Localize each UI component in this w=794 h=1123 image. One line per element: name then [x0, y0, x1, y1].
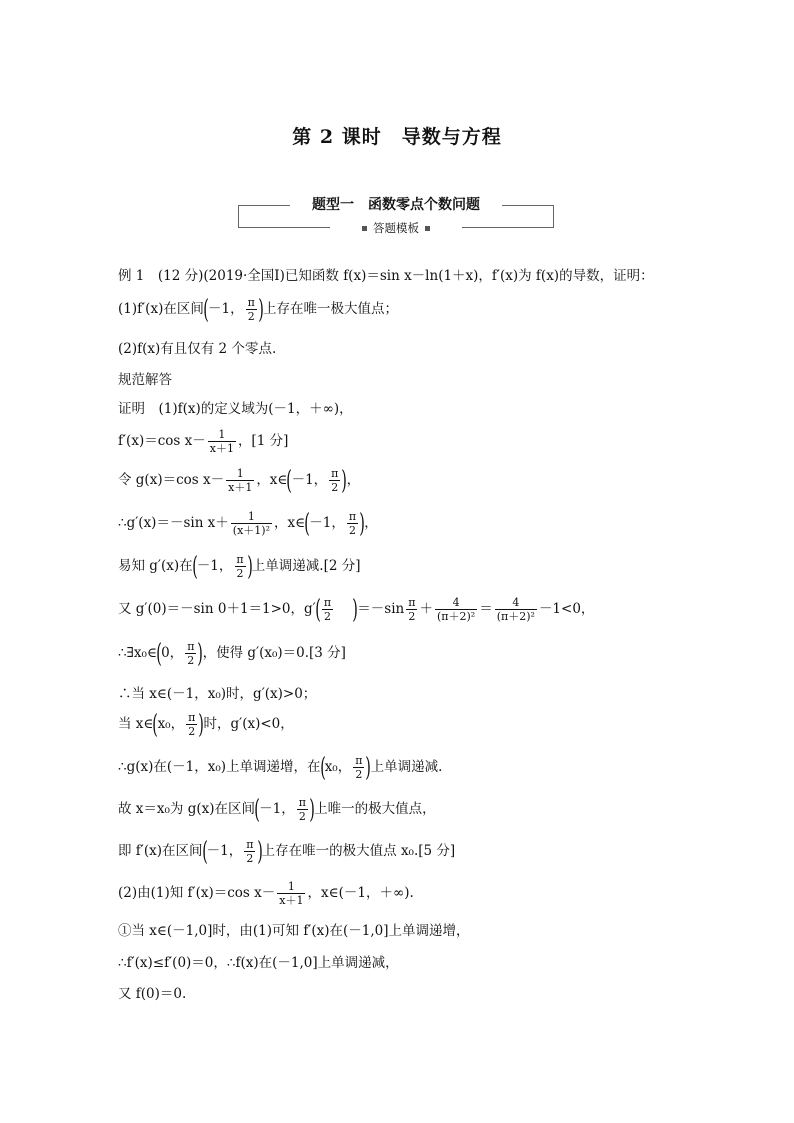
fraction	[353, 754, 364, 781]
numerator: π	[188, 711, 196, 724]
square-bullet-icon	[362, 226, 367, 231]
fraction	[226, 467, 254, 494]
right-paren: )	[352, 594, 358, 625]
text: f′(x)＝cos x－	[118, 433, 206, 449]
fraction	[435, 596, 477, 623]
denominator: 2	[236, 567, 244, 580]
denominator: 2	[246, 852, 254, 865]
numerator: π	[246, 838, 254, 851]
proof-line	[118, 467, 360, 494]
text: 0，	[161, 645, 184, 661]
subheading-text: 答题模板	[373, 221, 419, 235]
fraction	[246, 296, 257, 323]
numerator: π	[355, 754, 363, 767]
right-paren: )	[341, 465, 348, 496]
text: 上存在唯一的极大值点 x₀.[5 分]	[261, 843, 456, 859]
left-paren: (	[315, 594, 321, 625]
denominator: 2	[355, 768, 363, 781]
text: ∴g′(x)＝－sin x＋	[118, 515, 229, 531]
denominator: 2	[298, 810, 306, 823]
fraction	[208, 428, 236, 455]
text: 上唯一的极大值点，	[314, 801, 436, 817]
proof-line	[118, 428, 288, 455]
denominator: x＋1	[209, 442, 234, 455]
denominator: (π＋2)²	[436, 610, 476, 623]
proof-line	[118, 553, 361, 580]
solution-heading: 规范解答	[118, 372, 172, 388]
text: 当 x∈	[118, 716, 154, 732]
section-subheading	[238, 220, 554, 236]
denominator: 2	[331, 481, 339, 494]
denominator: x＋1	[279, 894, 304, 907]
text: ，	[364, 515, 378, 531]
proof-line: ∴当 x∈(－1，x₀)时，g′(x)>0；	[118, 686, 317, 702]
denominator: 2	[187, 654, 195, 667]
denominator: (x＋1)²	[232, 524, 270, 537]
text: 时，g′(x)<0，	[203, 716, 294, 732]
fraction	[347, 510, 358, 537]
text: 故 x＝x₀为 g(x)在区间	[118, 801, 256, 817]
text: ，x∈	[274, 515, 306, 531]
right-paren: )	[197, 638, 204, 669]
numerator: 1	[247, 510, 255, 523]
numerator: π	[298, 796, 306, 809]
proof-line: 又 f(0)＝0.	[118, 986, 187, 1002]
right-paren: )	[359, 508, 365, 539]
denominator: 2	[348, 524, 356, 537]
left-paren: (	[152, 709, 159, 740]
proof-line	[118, 640, 346, 667]
text: ＝	[479, 601, 493, 617]
left-paren: (	[201, 836, 208, 867]
fraction	[406, 596, 417, 623]
text: －1，	[309, 515, 345, 531]
proof-line: ∴f′(x)≤f′(0)＝0，∴f(x)在(－1,0]上单调递减，	[118, 955, 399, 971]
denominator: (π＋2)²	[496, 610, 535, 623]
right-paren: )	[256, 836, 263, 867]
numerator: 1	[236, 467, 244, 480]
section-banner	[238, 194, 554, 240]
right-paren: )	[198, 709, 205, 740]
denominator: 2	[247, 310, 255, 323]
fraction	[322, 596, 333, 623]
numerator: π	[247, 296, 255, 309]
text: ，x∈	[256, 472, 288, 488]
left-paren: (	[286, 465, 293, 496]
fraction	[297, 796, 308, 823]
part-2-statement: (2)f(x)有且仅有 2 个零点.	[118, 341, 277, 357]
proof-line: ①当 x∈(－1,0]时，由(1)可知 f′(x)在(－1,0]上单调递增，	[118, 923, 470, 939]
numerator: 4	[452, 596, 460, 609]
numerator: π	[187, 640, 195, 653]
fraction	[244, 838, 255, 865]
numerator: π	[236, 553, 244, 566]
text: －1，	[206, 843, 243, 859]
text: x₀，	[324, 759, 352, 775]
left-paren: (	[203, 294, 209, 325]
text: －1，	[259, 801, 295, 817]
left-paren: (	[304, 508, 310, 539]
text: ，使得 g′(x₀)＝0.[3 分]	[202, 645, 346, 661]
text: 又 g′(0)＝－sin 0＋1＝1>0，g′	[118, 601, 316, 617]
fraction	[234, 553, 245, 580]
left-paren: (	[254, 794, 260, 825]
denominator: 2	[188, 725, 196, 738]
denominator: x＋1	[228, 481, 253, 494]
proof-line	[118, 796, 436, 823]
section-heading: 题型一 函数零点个数问题	[312, 197, 480, 213]
proof-line	[118, 880, 414, 907]
text: 上单调递减.[2 分]	[251, 558, 361, 574]
left-paren: (	[156, 638, 162, 669]
right-paren: )	[246, 551, 253, 582]
proof-line	[118, 711, 294, 738]
text: －1，	[291, 472, 328, 488]
text: ，	[346, 472, 361, 488]
text: (1)f′(x)在区间	[118, 301, 204, 317]
text: 上单调递减.	[370, 759, 443, 775]
text: －1<0，	[538, 601, 595, 617]
left-paren: (	[319, 752, 326, 783]
proof-line	[118, 596, 594, 623]
text: －1，	[208, 301, 244, 317]
fraction	[329, 467, 340, 494]
text: 上存在唯一极大值点；	[262, 301, 398, 317]
denominator: 2	[408, 610, 416, 623]
text: －1，	[196, 558, 233, 574]
left-paren: (	[191, 551, 198, 582]
proof-line: 证明 (1)f(x)的定义域为(－1，＋∞)，	[118, 401, 353, 417]
text: 易知 g′(x)在	[118, 558, 193, 574]
numerator: π	[331, 467, 339, 480]
right-paren: )	[258, 294, 264, 325]
denominator: 2	[324, 610, 331, 623]
fraction	[231, 510, 272, 537]
text: 即 f′(x)在区间	[118, 843, 203, 859]
right-paren: )	[309, 794, 315, 825]
numerator: π	[323, 596, 332, 609]
text: x₀，	[157, 716, 185, 732]
fraction	[277, 880, 305, 907]
right-paren: )	[365, 752, 372, 783]
example-statement: 例 1 (12 分)(2019·全国Ⅰ)已知函数 f(x)＝sin x－ln(1＋x)，f′(x)为 f(x)的导数，证明：	[118, 268, 654, 284]
proof-line	[118, 754, 442, 781]
numerator: 1	[287, 880, 295, 893]
numerator: 4	[512, 596, 520, 609]
text: 令 g(x)＝cos x－	[118, 472, 225, 488]
numerator: 1	[218, 428, 226, 441]
text: ，[1 分]	[237, 433, 289, 449]
fraction	[185, 640, 196, 667]
text: ∴g(x)在(－1，x₀)上单调递增，在	[118, 759, 321, 775]
text: ＝－sin	[357, 601, 405, 617]
text: ＋	[419, 601, 433, 617]
square-bullet-icon	[425, 226, 430, 231]
proof-line	[118, 510, 378, 537]
page-title: 第 2 课时 导数与方程	[292, 126, 502, 148]
proof-line	[118, 838, 455, 865]
part-1-statement	[118, 296, 398, 323]
numerator: π	[408, 596, 416, 609]
text: ∴∃x₀∈	[118, 645, 157, 661]
fraction	[186, 711, 197, 738]
text: ，x∈(－1，＋∞).	[307, 885, 414, 901]
fraction	[495, 596, 537, 623]
numerator: π	[348, 510, 357, 523]
text: (2)由(1)知 f′(x)＝cos x－	[118, 885, 276, 901]
